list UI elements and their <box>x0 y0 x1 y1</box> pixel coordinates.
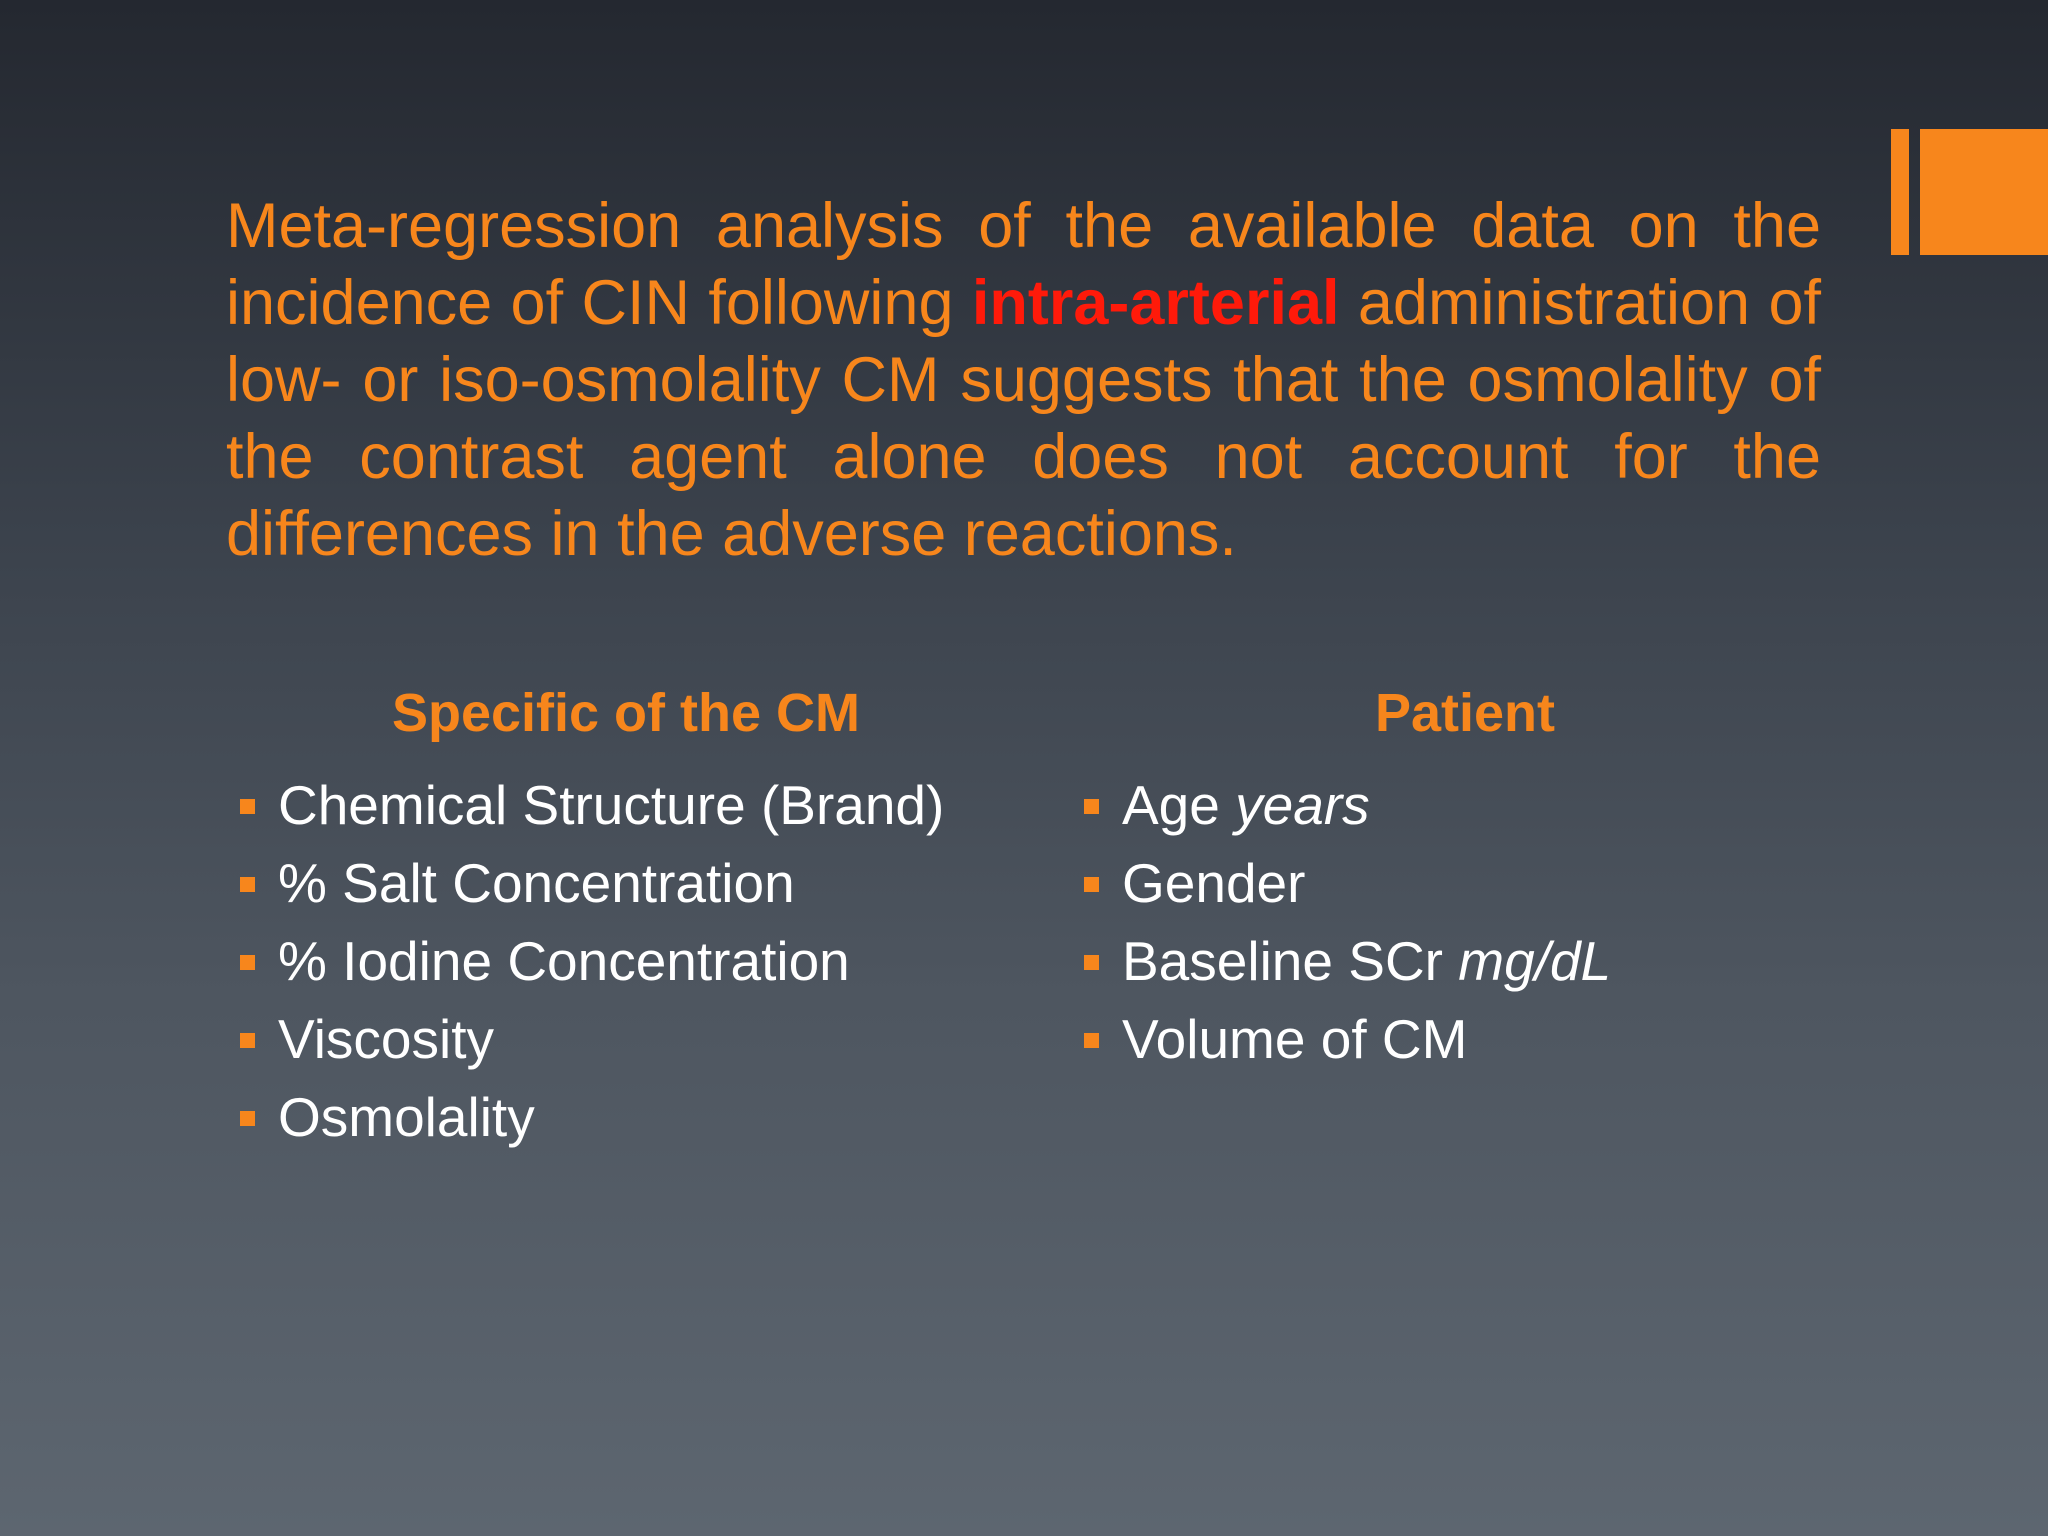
accent-bar-thick <box>1920 129 2048 255</box>
list-item-label: % Salt Concentration <box>278 852 795 914</box>
square-bullet-icon <box>1084 955 1099 970</box>
square-bullet-icon <box>1084 877 1099 892</box>
square-bullet-icon <box>240 799 255 814</box>
list-item-unit: years <box>1235 774 1370 836</box>
list-item-label: Baseline SCr <box>1122 930 1443 992</box>
square-bullet-icon <box>240 1111 255 1126</box>
patient-factors-heading: Patient <box>1374 683 1556 743</box>
list-item <box>1070 844 1850 922</box>
list-item <box>1070 1000 1850 1078</box>
intro-highlight: intra-arterial <box>971 268 1340 338</box>
list-item-label: Gender <box>1122 852 1306 914</box>
list-item <box>1070 766 1850 844</box>
list-item-label: Viscosity <box>278 1008 494 1070</box>
square-bullet-icon <box>240 955 255 970</box>
list-item-label: % Iodine Concentration <box>278 930 850 992</box>
cm-factors-list <box>226 766 1026 1156</box>
intro-paragraph <box>226 188 1821 573</box>
square-bullet-icon <box>240 1033 255 1048</box>
list-item <box>226 922 1026 1000</box>
list-item <box>226 766 1026 844</box>
patient-factors-column <box>1070 680 1850 1078</box>
list-item <box>1070 922 1850 1000</box>
cm-factors-column <box>226 680 1026 1156</box>
intro-text-after: administration of low- or iso-osmolality CM suggests that the osmolality of the contrast agent alone does not account for the differences in the adverse reactions. <box>226 268 1821 569</box>
list-item <box>226 1000 1026 1078</box>
list-item-unit: mg/dL <box>1458 930 1612 992</box>
square-bullet-icon <box>1084 1033 1099 1048</box>
square-bullet-icon <box>240 877 255 892</box>
list-item-label: Chemical Structure (Brand) <box>278 774 945 836</box>
list-item <box>226 844 1026 922</box>
list-item <box>226 1078 1026 1156</box>
patient-factors-list <box>1070 766 1850 1078</box>
list-item-label: Osmolality <box>278 1086 535 1148</box>
square-bullet-icon <box>1084 799 1099 814</box>
accent-bar-thin <box>1891 129 1909 255</box>
cm-factors-heading: Specific of the CM <box>391 683 861 743</box>
list-item-label: Age <box>1122 774 1220 836</box>
list-item-label: Volume of CM <box>1122 1008 1468 1070</box>
intro-text-before: Meta-regression analysis of the available data on the incidence of CIN following <box>226 191 1821 338</box>
